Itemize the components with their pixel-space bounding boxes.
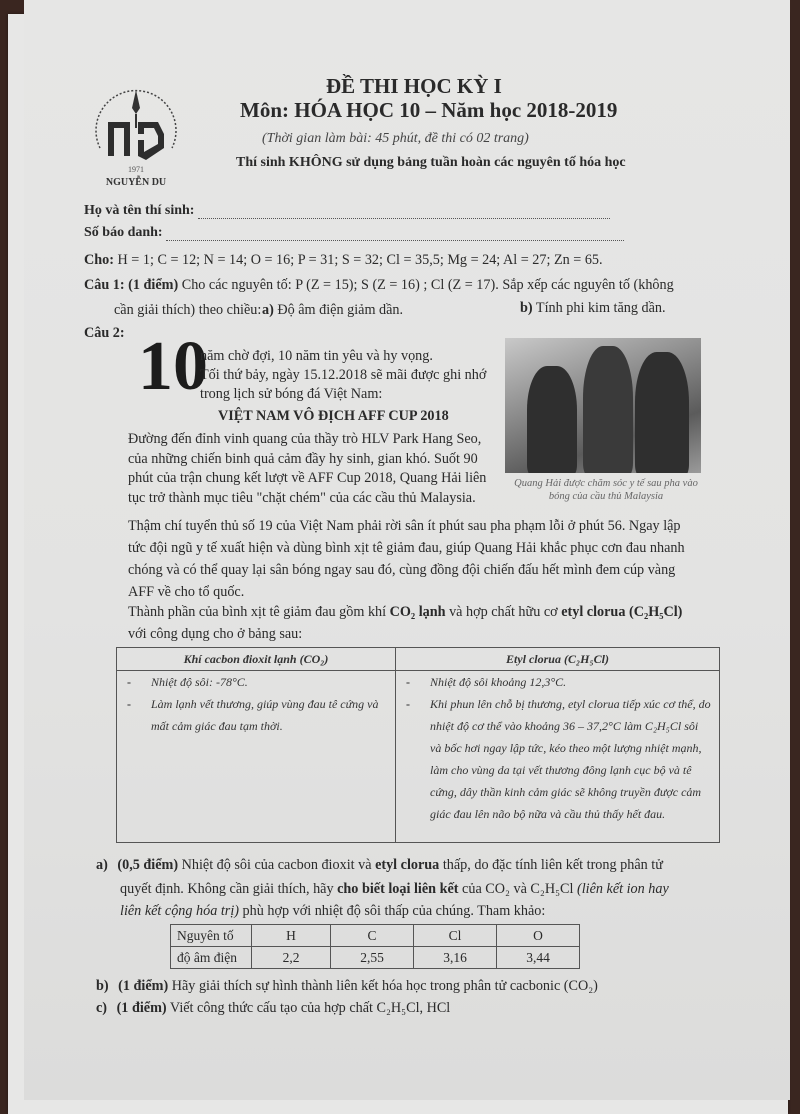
story-line: phút của trận chung kết lượt về AFF Cup 2018, Quang Hải liên: [128, 470, 487, 486]
question-1-text: Cho các nguyên tố: P (Z = 15); S (Z = 16) ; Cl (Z = 17). Sắp xếp các nguyên tố (không: [181, 277, 674, 293]
question-1-label: Câu 1: (1 điểm): [84, 277, 179, 293]
composition-line-2: với công dụng cho ở bảng sau:: [128, 626, 303, 642]
photo-caption: Quang Hải được chăm sóc y tế sau pha vào bóng của cầu thủ Malaysia: [514, 478, 698, 502]
question-2b-points: (1 điểm): [118, 978, 169, 994]
question-bold: etyl clorua: [375, 857, 440, 873]
list-item: - Nhiệt độ sôi: -78°C.: [125, 671, 387, 693]
list-item: - Nhiệt độ sôi khoảng 12,3°C.: [404, 671, 711, 693]
football-players-photo: [505, 338, 701, 473]
question-2a: [96, 857, 663, 874]
student-id-field[interactable]: [84, 225, 624, 241]
question-2c-text: Viết công thức cấu tạo của hợp chất C₂H₅Cl, HCl: [169, 1000, 451, 1016]
question-2a-label: a): [96, 857, 108, 873]
news-headline: VIỆT NAM VÔ ĐỊCH AFF CUP 2018: [218, 408, 449, 424]
table-cell: 2,2: [252, 947, 331, 969]
question-1a-label: a): [262, 302, 274, 318]
question-italic: liên kết cộng hóa trị): [120, 903, 239, 919]
table-cell: 3,44: [497, 947, 580, 969]
table-cell: C: [331, 925, 414, 947]
question-italic: (liên kết ion hay: [576, 881, 669, 897]
question-2c-points: (1 điểm): [116, 1000, 167, 1016]
question-2a-line-2: [120, 881, 669, 898]
svg-text:NGUYỄN DU: NGUYỄN DU: [105, 177, 167, 188]
table-row: [171, 925, 580, 947]
question-bold: cho biết loại liên kết: [337, 881, 459, 897]
school-logo-icon: [86, 78, 186, 188]
svg-text:1971: 1971: [128, 165, 144, 174]
question-1a-text: Độ âm điện giảm dần.: [277, 302, 404, 318]
student-name-label: Họ và tên thí sinh:: [84, 203, 195, 218]
body-line: tức đội ngũ y tế xuất hiện và dùng bình xịt tê giảm đau, giúp Quang Hải khắc phục cơn đau nhanh: [128, 540, 685, 556]
question-2a-line-3: [120, 903, 545, 920]
table-cell: H: [252, 925, 331, 947]
composition-line: [128, 604, 682, 621]
question-text: quyết định. Không cần giải thích, hãy: [120, 881, 334, 897]
table-header-etyl: Etyl clorua (C₂H₅Cl): [396, 648, 720, 671]
question-text: Nhiệt độ sôi của cacbon đioxit và: [181, 857, 372, 873]
body-paragraph: [128, 515, 685, 603]
question-text: phù hợp với nhiệt độ sôi thấp của chúng. Tham khảo:: [242, 903, 546, 919]
given-values: H = 1; C = 12; N = 14; O = 16; P = 31; S = 32; Cl = 35,5; Mg = 24; Al = 27; Zn = 65.: [117, 252, 603, 268]
table-header-co2: Khí cacbon đioxit lạnh (CO₂): [117, 648, 396, 671]
table-cell: 2,55: [331, 947, 414, 969]
given-label: Cho:: [84, 252, 114, 268]
body-line: AFF về cho tổ quốc.: [128, 584, 245, 600]
list-item: - Làm lạnh vết thương, giúp vùng đau tê cứng và mất cảm giác đau tạm thời.: [125, 693, 387, 737]
exam-notice: Thí sinh KHÔNG sử dụng bảng tuần hoàn các nguyên tố hóa học: [236, 155, 626, 170]
body-line: Thậm chí tuyển thủ số 19 của Việt Nam phải rời sân ít phút sau pha phạm lỗi ở phút 56. Ngay lập: [128, 518, 681, 534]
dropcap-number: 10: [138, 328, 208, 405]
intro-line: trong lịch sử bóng đá Việt Nam:: [200, 386, 383, 402]
question-1: [84, 277, 674, 294]
composition-co2: CO₂ lạnh: [389, 604, 446, 620]
intro-line: năm chờ đợi, 10 năm tin yêu và hy vọng.: [200, 348, 433, 364]
intro-line: Tối thứ bảy, ngày 15.12.2018 sẽ mãi được ghi nhớ: [200, 367, 487, 383]
question-2b-label: b): [96, 978, 109, 994]
table-cell: 3,16: [414, 947, 497, 969]
question-1a: [262, 302, 403, 319]
question-2c: [96, 1000, 450, 1017]
student-id-label: Số báo danh:: [84, 225, 163, 240]
student-id-blank[interactable]: [166, 239, 624, 241]
composition-text: Thành phần của bình xịt tê giảm đau gồm khí: [128, 604, 387, 620]
story-line: tục trở thành mục tiêu "chặt chém" của các cầu thủ Malaysia.: [128, 489, 476, 506]
composition-etyl: etyl clorua (C₂H₅Cl): [561, 604, 683, 620]
question-1b-text: Tính phi kim tăng dần.: [535, 300, 666, 316]
question-2-label: Câu 2:: [84, 325, 125, 341]
table-cell: Cl: [414, 925, 497, 947]
table-cell: Nguyên tố: [171, 925, 252, 947]
story-line: của những chiến binh quả cảm đầy hy sinh, gian khó. Suốt 90: [128, 450, 478, 467]
exam-subject: Môn: HÓA HỌC 10 – Năm học 2018-2019: [240, 98, 618, 122]
question-2b: [96, 978, 598, 995]
table-cell-co2: [117, 671, 396, 843]
list-item: - Khi phun lên chỗ bị thương, etyl clorua tiếp xúc cơ thể, do nhiệt độ cơ thể vào khoảng 36 – 37,2°C làm C₂H₅Cl sôi và bốc hơi ngay lập tức, kéo theo một lượng nhiệt mạnh, làm cho vùng da tại vết thương đông lạnh cục bộ và tê cứng, dây thần kinh cảm giác sẽ không truyền được cảm giác đau lên não bộ nữa và cầu thủ thấy hết đau.: [404, 693, 711, 825]
given-atomic-masses: [84, 252, 603, 269]
question-2c-label: c): [96, 1000, 108, 1016]
question-text: của CO₂ và C₂H₅Cl: [462, 881, 574, 897]
exam-title: ĐỀ THI HỌC KỲ I: [326, 74, 502, 98]
intro-paragraph: [200, 347, 486, 404]
question-2a-points: (0,5 điểm): [117, 857, 179, 873]
exam-duration: (Thời gian làm bài: 45 phút, đề thi có 02 trang): [262, 131, 529, 146]
electronegativity-table: [170, 924, 580, 969]
table-cell-etyl: [396, 671, 720, 843]
question-1b-label: b): [520, 300, 533, 316]
story-paragraph: [128, 430, 486, 508]
question-1-cont: cần giải thích) theo chiều:: [114, 302, 262, 318]
table-cell: độ âm điện: [171, 947, 252, 969]
question-1b: [520, 300, 666, 317]
spray-composition-table: [116, 647, 720, 843]
student-name-field[interactable]: [84, 203, 610, 219]
body-line: chóng và có thể quay lại sân bóng ngay sau đó, cùng đồng đội chiến đấu hết mình đem cúp vàng: [128, 562, 676, 578]
story-line: Đường đến đỉnh vinh quang của thầy trò HLV Park Hang Seo,: [128, 431, 482, 447]
table-row: [171, 947, 580, 969]
question-text: thấp, do đặc tính liên kết trong phân tử: [442, 857, 663, 873]
student-name-blank[interactable]: [198, 217, 610, 219]
question-2b-text: Hãy giải thích sự hình thành liên kết hóa học trong phân tử cacbonic (CO₂): [171, 978, 598, 994]
composition-text: và hợp chất hữu cơ: [449, 604, 558, 620]
table-cell: O: [497, 925, 580, 947]
